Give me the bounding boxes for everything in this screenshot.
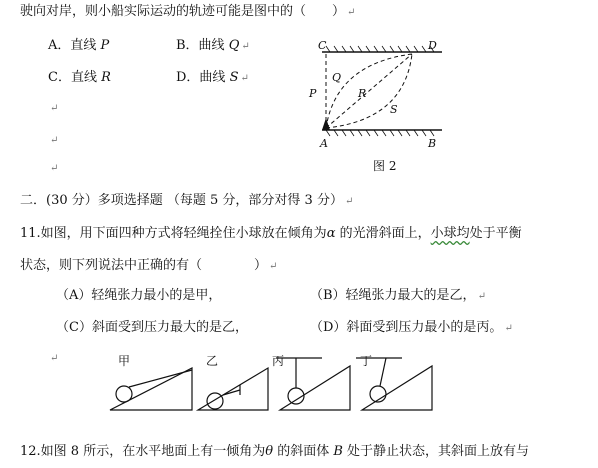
label-s: S [390, 103, 398, 116]
q11-stem-line1: 11.如图，用下面四种方式将轻绳拴住小球放在倾角为α 的光滑斜面上，小球均处于平衡 [20, 226, 522, 241]
figure-label-yi: 乙 [206, 354, 219, 368]
empty-line-mark: ↵ [50, 163, 59, 174]
empty-line-mark: ↵ [50, 353, 59, 364]
figure-label-bing: 丙 [272, 354, 285, 368]
figure-yi [198, 368, 268, 410]
q11-option-d: （D）斜面受到压力最小的是丙。 ↵ [310, 320, 513, 335]
q10-option-c: C．直线 R [48, 70, 111, 85]
q10-option-d: D．曲线 S ↵ [176, 70, 249, 85]
label-d: D [428, 39, 437, 52]
label-p: P [309, 87, 317, 100]
q11-option-a: （A）轻绳张力最小的是甲， [56, 288, 222, 303]
label-r: R [358, 87, 367, 100]
label-q: Q [332, 71, 342, 84]
label-b: B [428, 137, 437, 150]
figure-label-ding: 丁 [360, 354, 373, 368]
section-2-heading: 二．(30 分）多项选择题 （每题 5 分，部分对得 3 分） ↵ [20, 193, 354, 208]
q10-option-b: B．曲线 Q ↵ [176, 38, 250, 53]
q10-stem-line: 驶向对岸，则小船实际运动的轨迹可能是图中的（ ） ↵ [20, 4, 356, 19]
q11-stem-line2: 状态，则下列说法中正确的有（ ） ↵ [20, 258, 278, 273]
label-a: A [320, 137, 328, 150]
q11-option-c: （C）斜面受到压力最大的是乙， [56, 320, 248, 335]
label-c: C [318, 39, 327, 52]
q10-option-a: A．直线 P [48, 38, 110, 53]
empty-line-mark: ↵ [50, 135, 59, 146]
empty-line-mark: ↵ [50, 103, 59, 114]
q11-option-b: （B）轻绳张力最大的是乙， ↵ [310, 288, 486, 303]
q12-stem-line1: 12.如图 8 所示，在水平地面上有一倾角为θ 的斜面体 B 处于静止状态，其斜面上放有与 [20, 444, 530, 459]
figure-2-caption: 图 2 [373, 159, 397, 173]
figure-label-jia: 甲 [118, 354, 131, 368]
figure-bing [276, 358, 350, 410]
figure-jia [110, 368, 192, 410]
